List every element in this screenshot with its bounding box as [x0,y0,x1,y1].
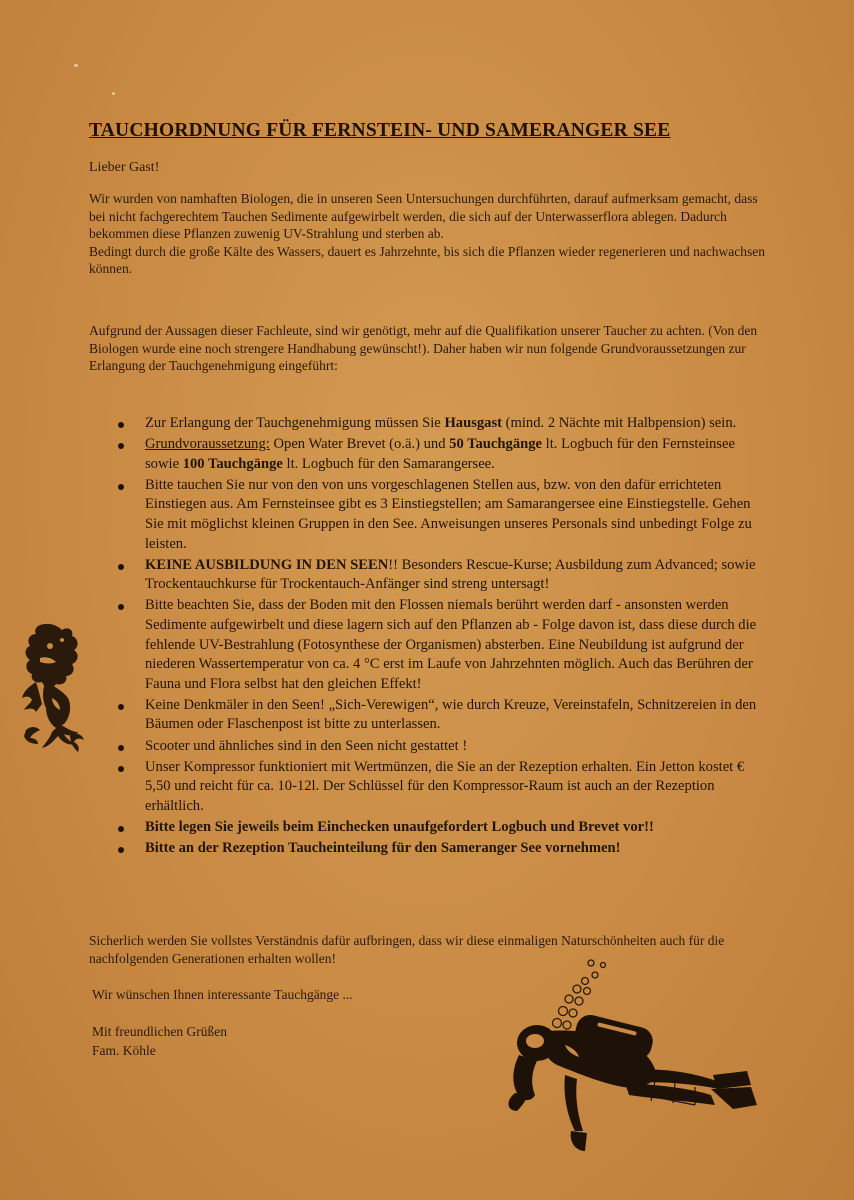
rule-item [117,758,767,817]
rule-item [117,696,767,735]
intro-text-cold-water: Bedingt durch die große Kälte des Wassers, dauert es Jahrzehnte, bis sich die Pflanzen wieder regenerieren und nachwachsen können. [89,243,766,276]
rule-heading: Grundvoraussetzung: [145,436,270,453]
requirements-paragraph: Aufgrund der Aussagen dieser Fachleute, sind wir genötigt, mehr auf die Qualifikation unserer Taucher zu achten. (Von den Biologen wurde eine noch strengere Handhabung gewünscht!). Daher haben wir nun folgende Grundvoraussetzungen zur Erlangung der Tauchgenehmigung eingeführt: [89,323,758,373]
rule-text: Keine Denkmäler in den Seen! „Sich-Verewigen“, wie durch Kreuze, Vereinstafeln, Schnitzereien in den Bäumen oder Flaschenpost ist bitte zu unterlassen. [145,696,757,733]
intro-text: Wir wurden von namhaften Biologen, die in unseren Seen Untersuchungen durchführten, darauf aufmerksam gemacht, dass bei nicht fachgerechtem Tauchen Sedimente aufgewirbelt werden, die sich auf der Unterwasserflora ablegen. Dadurch bekommen diese Pflanzen zuwenig UV-Strahlung und sterben ab. [89,191,758,241]
closing-paragraph: Sicherlich werden Sie vollstes Verständnis dafür aufbringen, dass wir diese einmaligen Naturschönheiten auch für die nachfolgenden Generationen erhalten wollen! [89,933,725,966]
signature-block [92,1022,227,1060]
rule-item [117,435,767,474]
rule-emphasis: 50 Tauchgänge [449,436,543,453]
rule-text: Unser Kompressor funktioniert mit Wertmünzen, die Sie an der Rezeption erhalten. Ein Jetton kostet € 5,50 und reicht für ca. 10-12l. Der Schlüssel für den Kompressor-Raum ist auch an der Rezeption erhältlich. [145,758,745,814]
rule-text: Open Water Brevet (o.ä.) und [269,436,450,453]
rule-text: (mind. 2 Nächte mit Halbpension) sein. [502,415,737,431]
wish-line: Wir wünschen Ihnen interessante Tauchgänge ... [92,987,353,1002]
rule-emphasis: 100 Tauchgänge [182,455,283,472]
rule-text: Zur Erlangung der Tauchgenehmigung müssen Sie [145,415,445,431]
heraldic-lion-illustration [16,620,88,755]
rule-text: lt. Logbuch für den Fernsteinsee sowie [145,436,735,472]
rule-item [117,818,767,838]
greeting: Lieber Gast! [89,160,160,175]
paper-speck [112,92,115,95]
paper-speck [74,64,78,67]
rule-emphasis: Bitte legen Sie jeweils beim Einchecken unaufgefordert Logbuch und Brevet vor!! [145,818,654,835]
rule-text: !! Besonders Rescue-Kurse; Ausbildung zum Advanced; sowie Trockentauchkurse für Trockentauch-Anfänger sind streng untersagt! [145,556,756,593]
rule-emphasis: KEINE AUSBILDUNG IN DEN SEEN [145,556,389,573]
rule-emphasis: Hausgast [444,415,503,431]
scuba-diver-illustration [505,955,765,1155]
document-title: TAUCHORDNUNG FÜR FERNSTEIN- UND SAMERANGER SEE [89,120,671,141]
signature-name: Fam. Köhle [92,1043,156,1058]
rule-text: Bitte beachten Sie, dass der Boden mit den Flossen niemals berührt werden darf - ansonsten werden Sedimente aufgewirbelt und diese lagern sich auf den Pflanzen ab - Folge davon ist, dass diese durch die fehlende UV-Bestrahlung (Fotosynthese der Organismen) absterben. Eine Neubildung ist aufgrund der niederen Wassertemperatur von ca. 4 °C erst im Laufe von Jahrzehnten möglich. Auch das Berühren der Fauna und Flora selbst hat den gleichen Effekt! [145,597,757,692]
rule-text: Bitte tauchen Sie nur von den von uns vorgeschlagenen Stellen aus, bzw. von den dafür errichteten Einstiegen aus. Am Fernsteinsee gibt es 3 Einstiegstellen; am Samarangersee eine Einstiegstelle. Gehen Sie mit möglichst kleinen Gruppen in den See. Anweisungen unseres Personals sind unbedingt Folge zu leisten. [145,476,752,552]
rule-text: lt. Logbuch für den Samarangersee. [282,455,495,472]
rule-item [117,414,767,434]
rule-emphasis: Bitte an der Rezeption Taucheinteilung für den Sameranger See vornehmen! [145,839,621,856]
intro-paragraph [89,190,769,278]
rule-text: Scooter und ähnliches sind in den Seen nicht gestattet ! [145,737,468,754]
rules-list [117,414,767,860]
rule-item [117,839,767,859]
rule-item [117,737,767,757]
rule-item [117,476,767,554]
rule-item [117,596,767,694]
rule-item [117,556,767,595]
regards-text: Mit freundlichen Grüßen [92,1024,227,1039]
